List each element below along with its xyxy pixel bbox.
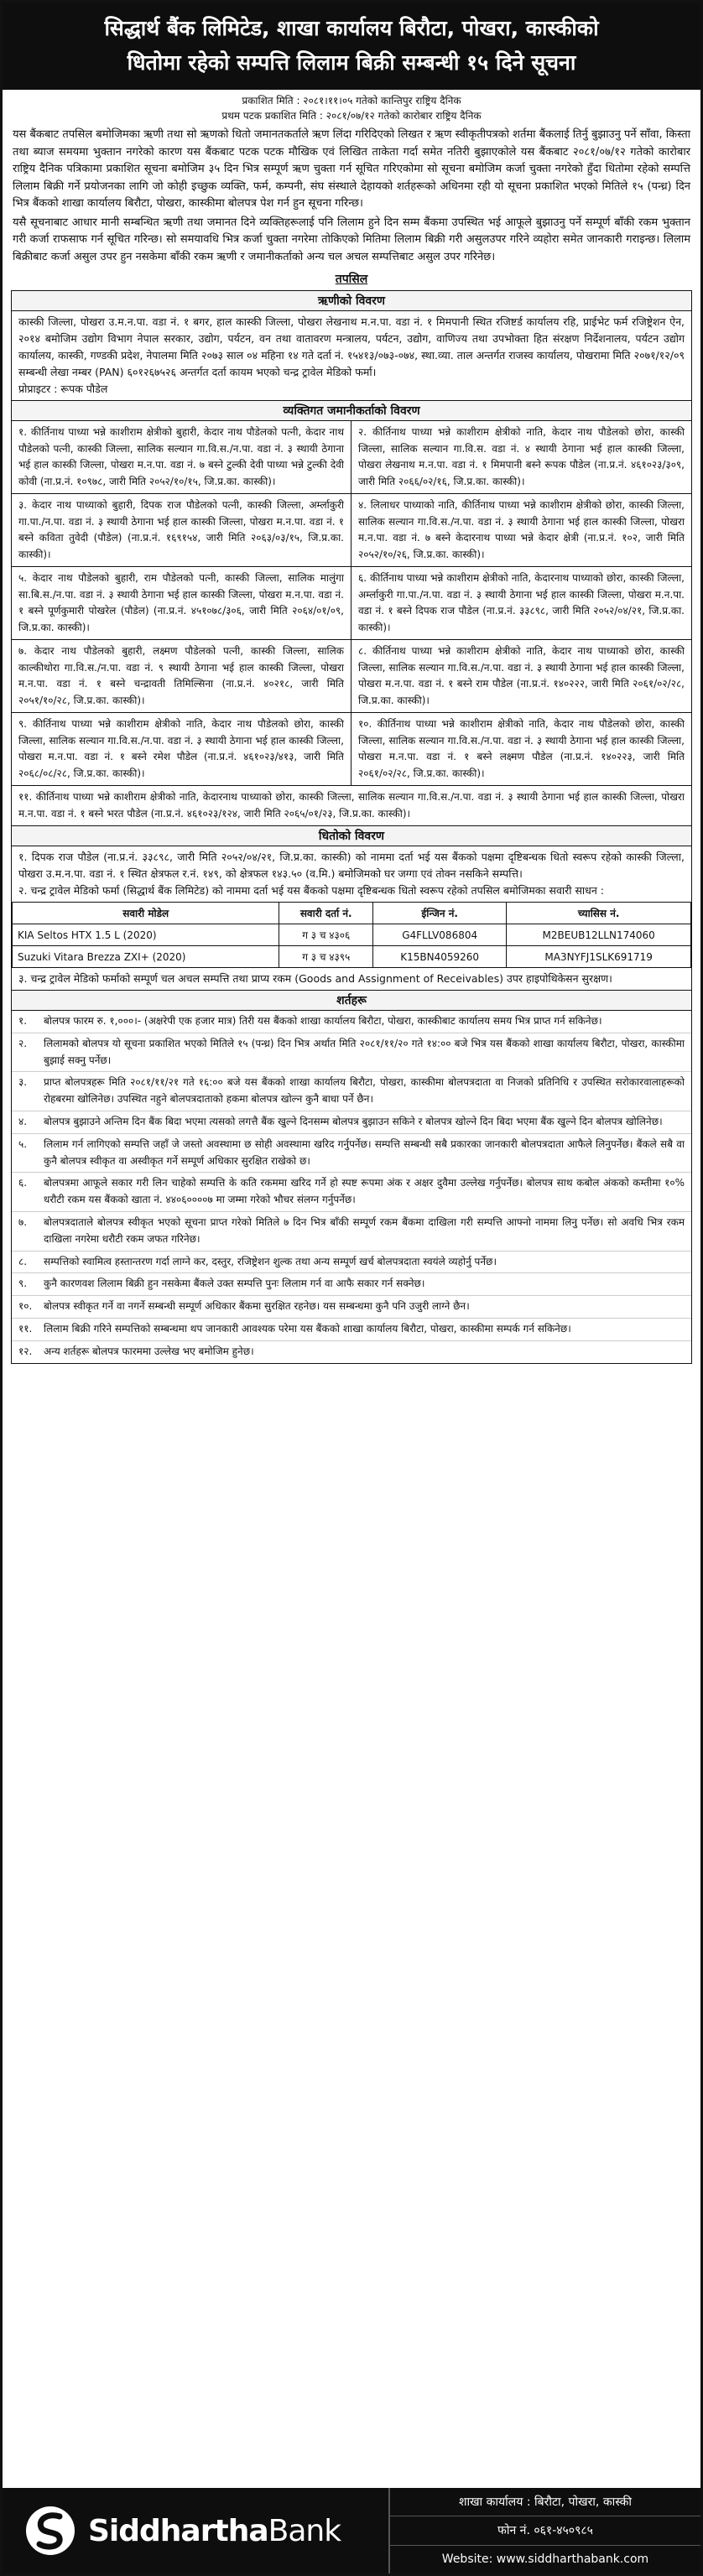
list-item <box>12 1341 691 1363</box>
guarantor-item: २. कीर्तिनाथ पाध्या भन्ने काशीराम क्षेत्रीको नाति, केदार नाथ पौडेलको छोरा, कास्की जिल्ला, सालिक सल्यान गा.वि.स. वडा नं. ४ स्थायी ठेगाना भई हाल कास्की जिल्ला, पोखरा लेखनाथ म.न.पा. वडा नं. १ मिमपानी बस्ने रूपक पौडेल (ना.प्र.नं. ४६१०२३/३०९, जारी मिति २०६६/०२/१६, जि.प्र.का. कास्की)। <box>352 421 691 494</box>
guarantor-item: ९. कीर्तिनाथ पाध्या भन्ने काशीराम क्षेत्रीको नाति, केदार नाथ पौडेलको छोरा, कास्की जिल्ला, सालिक सल्यान गा.वि.स./न.पा. वडा नं. ३ स्थायी ठेगाना भई हाल कास्की जिल्ला, पोखरा म.न.पा. वडा नं. १ बस्ने रमेश पौडेल (ना.प्र.नं. ४६१०२३/४१३, जारी मिति २०६८/०८/२८, जि.प्र.का. कास्की)। <box>12 713 352 786</box>
term-text: बोलपत्रमा आफूले सकार गरी लिन चाहेको सम्पत्ति के कति रकममा खरिद गर्ने हो स्पष्ट रूपमा अंक र अक्षर दुवैमा उल्लेख गर्नुपर्नेछ। बोलपत्र साथ कबोल अंकको कम्तीमा १०% धरौटी रकम यस बैंकको खाता नं. ४४०६००००७ मा जम्मा गरेको भौचर संलग्न गर्नुपर्नेछ। <box>44 1177 685 1206</box>
bank-emblem-icon <box>24 2505 76 2557</box>
vehicle-engine-no: G4FLLV086804 <box>373 924 507 946</box>
intro-paragraph-1: यस बैंकबाट तपसिल बमोजिमका ऋणी तथा सो ऋणको धितो जमानतकर्ताले ऋण लिंदा गरिदिएको लिखत र ऋण स्वीकृतीपत्रको शर्तमा बैंकलाई तिर्नु बुझाउनु पर्ने साँवा, किस्ता तथा ब्याज समयमा भुक्तान नगरेको कारण यस बैंकबाट पटक पटक मौखिक एवं लिखित ताकेता गर्दा समेत नतिरी बुझाएकोले यस बैंकबाट २०८१/०७/१२ गतेको कारोबार राष्ट्रिय दैनिक पत्रिकामा प्रकाशित सूचना बमोजिम ३५ दिन भित्र सम्पूर्ण ऋण चुक्ता गर्न सूचित गरिएकोमा सो सूचना बमोजिम कर्जा चुक्ता नगरेको हुँदा धितोमा रहेको सम्पत्ति लिलाम बिक्री गर्ने प्रयोजनका लागि जो कोही इच्छुक व्यक्ति, फर्म, कम्पनी, संघ संस्थाले देहायको शर्तहरूको अधिनमा रही यो सूचना प्रकाशित भएको मितिले १५ (पन्ध्र) दिन भित्र बैंकको शाखा कार्यालय बिरौटा, पोखरा, कास्कीमा बोलपत्र पेश गर्न हुन सूचना गरिन्छ। <box>13 128 690 210</box>
header-line-2: धितोमा रहेको सम्पत्ति लिलाम बिक्री सम्बन्धी १५ दिने सूचना <box>127 50 576 75</box>
vehicle-reg-no: ग ३ च ४३०६ <box>279 924 373 946</box>
guarantor-item: १. कीर्तिनाथ पाध्या भन्ने काशीराम क्षेत्रीको बुहारी, केदार नाथ पौडेलको पत्नी, केदार नाथ पौडेलको पत्नी, कास्की जिल्ला, सालिक सल्यान गा.वि.स./न.पा. वडा नं. ३ स्थायी ठेगाना भई हाल कास्की जिल्ला, पोखरा म.न.पा. वडा नं. ७ बस्ने टुल्की देवी पाध्या भन्ने टुल्की देवी कोवी (ना.प्र.नं. १०९७८, जारी मिति २०५२/१०/१५, जि.प्र.का. कास्की)। <box>12 421 352 494</box>
term-number: ६. <box>18 1177 28 1189</box>
guarantor-item: ३. केदार नाथ पाध्याको बुहारी, दिपक राज पौडेलको पत्नी, कास्की जिल्ला, अर्म्लाकुरी गा.पा./न.पा. वडा नं. ३ स्थायी ठेगाना भई हाल कास्की जिल्ला, पोखरा म.न.पा. वडा नं. १ बस्ने कविता तुवेदी (पौडेल) (ना.प्र.नं. १६९१५४, जारी मिति २०६३/०३/१५, जि.प्र.का. कास्की)। <box>12 494 352 567</box>
bank-name <box>88 2514 341 2548</box>
intro-paragraph-2: यसै सूचनाबाट आधार मानी सम्बन्धित ऋणी तथा जमानत दिने व्यक्तिहरूलाई पनि लिलाम हुने दिन सम्म बैंकमा उपस्थित भई आफूले बुझाउनु पर्ने सम्पूर्ण बाँकी रकम भुक्तान गरी कर्जा राफसाफ गर्न सूचित गरिन्छ। सो समयावधि भित्र कर्जा चुक्ता नगरेमा तोकिएको मितिमा लिलाम बिक्री गरी असुलउपर गरिने व्यहोरा समेत जानकारी गराइन्छ। लिलाम बिक्रीबाट कर्जा असुल उपर हुन नसकेमा बाँकी रकम ऋणी र जमानीकर्ताको अन्य चल अचल सम्पत्तिबाट असुल उपर गरिनेछ। <box>13 216 690 263</box>
vehicle-chassis-no: MA3NYFJ1SLK691719 <box>507 946 691 968</box>
term-number: १२. <box>18 1345 33 1357</box>
vehicle-table-header <box>13 903 691 924</box>
table-row <box>13 924 691 946</box>
details-box <box>11 290 692 1364</box>
guarantor-grid <box>12 421 691 826</box>
list-item <box>12 1011 691 1033</box>
term-text: प्राप्त बोलपत्रहरू मिति २०८१/११/२१ गते १६:०० बजे यस बैंकको शाखा कार्यालय बिरौटा, पोखरा, कास्कीमा बोलपत्रदाता वा निजको प्रतिनिधि र उपस्थित सरोकारवालाहरूको रोहबरमा खोलिनेछ। उपस्थित नहुने बोलपत्रदाताको हकमा बोलपत्र खोल्न कुनै बाधा पर्ने छैन। <box>44 1076 685 1106</box>
brand-bold: Siddhartha <box>88 2513 268 2548</box>
list-item <box>12 1033 691 1073</box>
term-text: कुनै कारणवश लिलाम बिक्री हुन नसकेमा बैंकले उक्त सम्पत्ति पुनः लिलाम गर्न वा आफै सकार गर्न सक्नेछ। <box>44 1278 425 1290</box>
vehicle-engine-no: K15BN4059260 <box>373 946 507 968</box>
list-item <box>12 1212 691 1252</box>
brand-thin: Bank <box>268 2513 341 2548</box>
header-line-1: सिद्धार्थ बैंक लिमिटेड, शाखा कार्यालय बिरौटा, पोखरा, कास्कीको <box>104 16 599 40</box>
bank-logo <box>3 2505 388 2557</box>
col-engine-no: ईन्जिन नं. <box>373 903 507 924</box>
term-text: बोलपत्रदाताले बोलपत्र स्वीकृत भएको सूचना प्राप्त गरेको मितिले ७ दिन भित्र बाँकी सम्पूर्ण रकम बैंकमा दाखिला गरी सम्पत्ति आफ्नो नाममा लिनु पर्नेछ। सो अवधि भित्र रकम दाखिला नगरेमा धरौटी रकम जफत गरिनेछ। <box>44 1215 685 1245</box>
table-row <box>13 946 691 968</box>
guarantor-item: ७. केदार नाथ पौडेलको बुहारी, लक्ष्मण पौडेलको पत्नी, कास्की जिल्ला, सालिक काल्कीथोरा गा.वि.स./न.पा. वडा नं. ९ स्थायी ठेगाना भई हाल कास्की जिल्ला, पोखरा म.न.पा. वडा नं. १ बस्ने चन्द्रावती तिमिल्सिना (ना.प्र.नं. ४०२१८, जारी मिति २०५१/१०/२८, जि.प्र.का. कास्की)। <box>12 640 352 713</box>
borrower-details <box>12 311 691 400</box>
term-text: बोलपत्र स्वीकृत गर्ने वा नगर्ने सम्बन्धी सम्पूर्ण अधिकार बैंकमा सुरक्षित रहनेछ। यस सम्बन्धमा कुनै पनि उजुरी लाग्ने छैन। <box>44 1300 470 1313</box>
term-number: ११. <box>18 1322 33 1335</box>
collateral-item-3: ३. चन्द्र ट्रावेल मेडिको फर्माको सम्पूर्ण चल अचल सम्पत्ति तथा प्राप्य रकम (Goods and Assignment of Receivables) उपर हाइपोथिकेसन सुरक्षण। <box>18 972 612 985</box>
list-item <box>12 1134 691 1174</box>
intro-text <box>3 123 700 266</box>
term-text: लिलामको बोलपत्र यो सूचना प्रकाशित भएको मितिले १५ (पन्ध्र) दिन भित्र अर्थात मिति २०८१/११/२० गते १४:०० बजे भित्र यस बैंकको शाखा कार्यालय बिरौटा, पोखरा, कास्कीमा बुझाई सक्नु पर्नेछ। <box>44 1037 685 1066</box>
guarantor-item: ५. केदार नाथ पौडेलको बुहारी, राम पौडेलको पत्नी, कास्की जिल्ला, सालिक मालुंगा सा.बि.स./न.पा. वडा नं. ३ स्थायी ठेगाना भई हाल कास्की जिल्ला, पोखरा म.न.पा. वडा नं. १ बस्ने पूर्णकुमारी पोखरेल (पौडेल) (ना.प्र.नं. ४५१०७८/३०६, जारी मिति २०६४/०१/०९, जि.प्र.का. कास्की)। <box>12 567 352 640</box>
term-number: १०. <box>18 1300 33 1313</box>
col-model: सवारी मोडेल <box>13 903 279 924</box>
contact-info <box>388 2488 700 2573</box>
vehicle-model: KIA Seltos HTX 1.5 L (2020) <box>13 924 279 946</box>
first-publication-date: प्रथम पटक प्रकाशित मिति : २०८१/०७/१२ गतेको कारोबार राष्ट्रिय दैनिक <box>221 110 482 122</box>
collateral-heading: धितोको विवरण <box>12 826 691 846</box>
term-number: ५. <box>18 1137 28 1150</box>
list-item <box>12 1072 691 1111</box>
guarantor-item: १०. कीर्तिनाथ पाध्या भन्ने काशीराम क्षेत्रीको नाति, केदार नाथ पौडेलको छोरा, कास्की जिल्ला, सालिक सल्यान गा.वि.स./न.पा. वडा नं. ३ स्थायी ठेगाना भई हाल कास्की जिल्ला, पोखरा म.न.पा. वडा नं. १ बस्ने लक्ष्मण पौडेल (ना.प्र.नं. १४०२२३, जारी मिति २०६१/०२/२८, जि.प्र.का. कास्की)। <box>352 713 691 786</box>
list-item <box>12 1173 691 1212</box>
term-text: अन्य शर्तहरू बोलपत्र फारममा उल्लेख भए बमोजिम हुनेछ। <box>44 1345 254 1357</box>
guarantor-item: ४. लिलाधर पाध्याको नाति, कीर्तिनाथ पाध्या भन्ने काशीराम क्षेत्रीको छोरा, कास्की जिल्ला, सालिक सल्यान गा.वि.स./न.पा. वडा नं. ३ स्थायी ठेगाना भई हाल कास्की जिल्ला, पोखरा म.न.पा. वडा नं. ७ बस्ने केदारनाथ पाध्या भन्ने केदार क्षेत्री (ना.प्र.नं. १०२, जारी मिति २०५२/१०/२६, जि.प्र.का. कास्की)। <box>352 494 691 567</box>
list-item <box>12 1319 691 1341</box>
term-number: ३. <box>18 1076 28 1089</box>
list-item <box>12 1273 691 1296</box>
term-text: लिलाम गर्न लागिएको सम्पत्ति जहाँ जे जस्तो अवस्थामा छ सोही अवस्थामा खरिद गर्नुपर्नेछ। सम्पत्ति सम्बन्धी सबै प्रकारका जानकारी बोलपत्रदाता आफैले लिनुपर्नेछ। बैंकले सबै वा कुनै बोलपत्र स्वीकृत वा अस्वीकृत गर्ने सम्पूर्ण अधिकार सुरक्षित राखेको छ। <box>44 1137 685 1167</box>
notice-header <box>3 3 700 90</box>
col-chassis-no: च्यासिस नं. <box>507 903 691 924</box>
vehicle-chassis-no: M2BEUB12LLN174060 <box>507 924 691 946</box>
term-number: ७. <box>18 1215 28 1228</box>
guarantor-heading: व्यक्तिगत जमानीकर्ताको विवरण <box>12 400 691 421</box>
branch-phone: फोन नं. ०६१-४५०९८५ <box>390 2516 700 2545</box>
collateral-item-1: १. दिपक राज पौडेल (ना.प्र.नं. ३३८९८, जारी मिति २०५२/०४/२१, जि.प्र.का. कास्की) को नाममा दर्ता भई यस बैंकको पक्षमा दृष्टिबन्धक धितो स्वरूप रहेको कास्की जिल्ला, पोखरा उ.म.न.पा. वडा नं. १ स्थित क्षेत्रफल र.नं. १४९, को क्षेत्रफल १४३.५० (व.मि.) बमोजिमको घर जग्गा एवं तोक्न नसकिने सम्पत्ति। <box>18 851 685 880</box>
guarantor-item: ११. कीर्तिनाथ पाध्या भन्ने काशीराम क्षेत्रीको नाति, केदारनाथ पाध्याको छोरा, कास्की जिल्ला, सालिक सल्यान गा.वि.स./न.पा. वडा नं. ३ स्थायी ठेगाना भई हाल कास्की जिल्ला, पोखरा म.न.पा. वडा नं. १ बस्ने भरत पौडेल (ना.प्र.नं. ४६१०२३/१२४, जारी मिति २०६५/०१/२३, जि.प्र.का. कास्की)। <box>12 786 691 826</box>
list-item <box>12 1296 691 1319</box>
borrower-text: कास्की जिल्ला, पोखरा उ.म.न.पा. वडा नं. १ बगर, हाल कास्की जिल्ला, पोखरा लेखनाथ म.न.पा. वडा नं. १ मिमपानी स्थित रजिष्टर्ड कार्यालय रहि, प्राईभेट फर्म रजिष्ट्रेशन ऐन, २०१४ बमोजिम उद्योग विभाग नेपाल सरकार, उद्योग, पर्यटन, वन तथा वातावरण मन्त्रालय, पर्यटन, उद्योग, वाणिज्य तथा उपभोक्ता हित संरक्षण निर्देशनालय, पर्यटन उद्योग कार्यालय, कास्की, गण्डकी प्रदेश, नेपालमा मिति २०७३ साल ०४ महिना १४ गते दर्ता नं. १५४१३/०७३-०७४, स्था.व्या. ताल अन्तर्गत राजस्व कार्यालय, पोखरामा मिति २०७१/१२/०९ सम्बन्धी लेखा नम्बर (PAN) ६०१२६७५२६ अन्तर्गत दर्ता कायम भएको चन्द्र ट्रावेल मेडिको फर्मा। <box>18 315 685 378</box>
borrower-heading: ऋणीको विवरण <box>12 291 691 311</box>
term-text: बोलपत्र बुझाउने अन्तिम दिन बैंक बिदा भएमा त्यसको लगत्तै बैंक खुल्ने दिनसम्म बोलपत्र बुझाउन सकिने र बोलपत्र खोल्ने दिन बिदा भएमा बैंक खुल्ने दिन बोलपत्र खोलिनेछ। <box>44 1115 663 1127</box>
term-text: बोलपत्र फारम रु. १,०००।- (अक्षरेपी एक हजार मात्र) तिरी यस बैंकको शाखा कार्यालय बिरौटा, पोखरा, कास्कीबाट कार्यालय समय भित्र प्राप्त गर्न सकिनेछ। <box>44 1015 602 1027</box>
tapsil-title: तपसिल <box>335 273 368 286</box>
vehicle-model: Suzuki Vitara Brezza ZXI+ (2020) <box>13 946 279 968</box>
guarantor-item: ८. कीर्तिनाथ पाध्या भन्ने काशीराम क्षेत्रीको नाति, केदार नाथ पाध्याको छोरा, कास्की जिल्ला, सालिक सल्यान गा.वि.स./न.पा. वडा नं. ३ स्थायी ठेगाना भई हाल कास्की जिल्ला, पोखरा म.न.पा. वडा नं. १ बस्ने राम पौडेल (ना.प्र.नं. १४०२२२, जारी मिति २०६१/०२/२८, जि.प्र.का. कास्की)। <box>352 640 691 713</box>
bank-website[interactable]: Website: www.siddharthabank.com <box>441 2553 649 2567</box>
notice-footer <box>3 2488 700 2573</box>
branch-address: शाखा कार्यालय : बिरौटा, पोखरा, कास्की <box>390 2488 700 2516</box>
collateral-details <box>12 846 691 902</box>
term-text: लिलाम बिक्री गरिने सम्पत्तिको सम्बन्धमा थप जानकारी आवश्यक परेमा यस बैंकको शाखा कार्यालय बिरौटा, पोखरा, कास्कीमा सम्पर्क गर्न सकिनेछ। <box>44 1322 571 1335</box>
list-item <box>12 1252 691 1274</box>
term-text: सम्पत्तिको स्वामित्व हस्तान्तरण गर्दा लाग्ने कर, दस्तुर, रजिष्ट्रेशन शुल्क तथा अन्य सम्पूर्ण खर्च बोलपत्रदाता स्वयंले व्यहोर्नु पर्नेछ। <box>44 1255 497 1267</box>
term-number: १. <box>18 1015 28 1027</box>
terms-heading: शर्तहरू <box>12 990 691 1011</box>
guarantor-item: ६. कीर्तिनाथ पाध्या भन्ने काशीराम क्षेत्रीको नाति, केदारनाथ पाध्याको छोरा, कास्की जिल्ला, अर्म्लाकुरी गा.पा./न.पा. वडा नं. ३ स्थायी ठेगाना भई हाल कास्की जिल्ला, पोखरा म.न.पा. वडा नं. १ बस्ने दिपक राज पौडेल (ना.प्र.नं. ३३८९८, जारी मिति २०५२/०४/२१, जि.प्र.का. कास्की)। <box>352 567 691 640</box>
term-number: ४. <box>18 1115 28 1127</box>
vehicle-table <box>12 902 691 968</box>
list-item <box>12 1111 691 1134</box>
borrower-proprietor: प्रोप्राइटर : रूपक पौडेल <box>18 382 108 395</box>
publication-meta <box>3 90 700 123</box>
vehicle-reg-no: ग ३ च ४३९५ <box>279 946 373 968</box>
col-reg-no: सवारी दर्ता नं. <box>279 903 373 924</box>
term-number: ८. <box>18 1255 28 1267</box>
publication-date: प्रकाशित मिति : २०८१।११।०५ गतेको कान्तिपुर राष्ट्रिय दैनिक <box>242 95 461 107</box>
terms-list <box>12 1011 691 1363</box>
collateral-item-2: २. चन्द्र ट्रावेल मेडिको फर्मा (सिद्धार्थ बैंक लिमिटेड) को नाममा दर्ता भई यस बैंकको पक्षमा दृष्टिबन्धक धितो स्वरूप रहेको तपसिल बमोजिमका सवारी साधन : <box>18 884 604 897</box>
term-number: ९. <box>18 1278 28 1290</box>
term-number: २. <box>18 1037 28 1049</box>
collateral-details-2 <box>12 968 691 990</box>
